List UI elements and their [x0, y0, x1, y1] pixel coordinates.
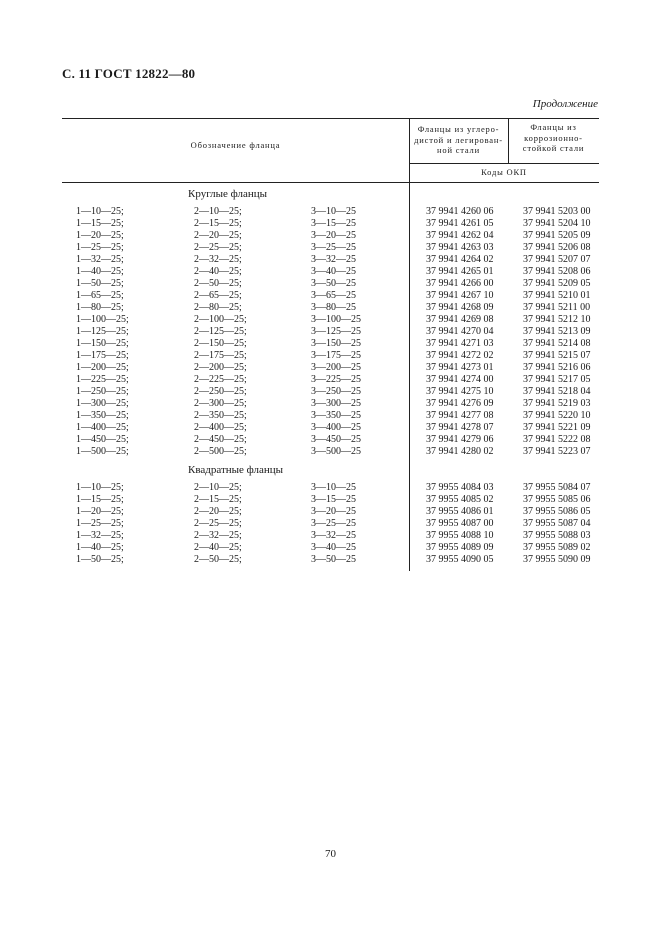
- cell-okp1: 37 9941 4279 06: [426, 434, 494, 445]
- cell-d1: 1—125—25;: [76, 326, 129, 337]
- cell-d2: 2—100—25;: [194, 314, 247, 325]
- col-stainless-header: [508, 122, 599, 154]
- cell-okp1: 37 9941 4267 10: [426, 290, 494, 301]
- table-row: [62, 446, 599, 458]
- cell-d2: 2—65—25;: [194, 290, 242, 301]
- cell-d2: 2—15—25;: [194, 218, 242, 229]
- table-row: [62, 362, 599, 374]
- cell-d3: 3—400—25: [311, 422, 361, 433]
- table-row: [62, 482, 599, 494]
- cell-okp1: 37 9941 4277 08: [426, 410, 494, 421]
- cell-d2: 2—175—25;: [194, 350, 247, 361]
- cell-d1: 1—20—25;: [76, 230, 124, 241]
- col-carbon-line-3: ной стали: [437, 145, 480, 155]
- table-row: [62, 314, 599, 326]
- cell-okp2: 37 9941 5219 03: [523, 398, 591, 409]
- cell-okp2: 37 9955 5090 09: [523, 554, 591, 565]
- cell-okp2: 37 9941 5218 04: [523, 386, 591, 397]
- cell-d3: 3—175—25: [311, 350, 361, 361]
- page-header: С. 11 ГОСТ 12822—80: [62, 66, 196, 81]
- cell-d2: 2—10—25;: [194, 206, 242, 217]
- cell-okp2: 37 9941 5211 00: [523, 302, 591, 313]
- cell-d1: 1—250—25;: [76, 386, 129, 397]
- cell-okp1: 37 9941 4265 01: [426, 266, 494, 277]
- cell-d1: 1—10—25;: [76, 482, 124, 493]
- cell-okp2: 37 9941 5215 07: [523, 350, 591, 361]
- cell-d3: 3—40—25: [311, 266, 356, 277]
- cell-d3: 3—125—25: [311, 326, 361, 337]
- cell-d3: 3—80—25: [311, 302, 356, 313]
- cell-d3: 3—450—25: [311, 434, 361, 445]
- cell-d2: 2—350—25;: [194, 410, 247, 421]
- cell-d1: 1—300—25;: [76, 398, 129, 409]
- cell-d1: 1—25—25;: [76, 242, 124, 253]
- cell-d2: 2—150—25;: [194, 338, 247, 349]
- cell-okp1: 37 9941 4276 09: [426, 398, 494, 409]
- cell-d2: 2—20—25;: [194, 230, 242, 241]
- cell-okp2: 37 9955 5085 06: [523, 494, 591, 505]
- cell-okp2: 37 9941 5203 00: [523, 206, 591, 217]
- table-row: [62, 518, 599, 530]
- cell-d3: 3—20—25: [311, 506, 356, 517]
- table-row: [62, 506, 599, 518]
- col-stainless-line-1: Фланцы из: [530, 122, 577, 132]
- cell-okp2: 37 9941 5222 08: [523, 434, 591, 445]
- cell-okp1: 37 9955 4084 03: [426, 482, 494, 493]
- cell-okp1: 37 9955 4089 09: [426, 542, 494, 553]
- cell-okp1: 37 9941 4261 05: [426, 218, 494, 229]
- cell-d2: 2—50—25;: [194, 278, 242, 289]
- cell-okp1: 37 9941 4271 03: [426, 338, 494, 349]
- table-row: [62, 218, 599, 230]
- cell-okp2: 37 9941 5213 09: [523, 326, 591, 337]
- cell-okp2: 37 9941 5207 07: [523, 254, 591, 265]
- cell-d3: 3—10—25: [311, 482, 356, 493]
- cell-d3: 3—40—25: [311, 542, 356, 553]
- cell-d3: 3—65—25: [311, 290, 356, 301]
- cell-okp2: 37 9955 5089 02: [523, 542, 591, 553]
- cell-okp1: 37 9941 4263 03: [426, 242, 494, 253]
- cell-d3: 3—50—25: [311, 554, 356, 565]
- cell-okp2: 37 9955 5088 03: [523, 530, 591, 541]
- cell-d2: 2—25—25;: [194, 518, 242, 529]
- cell-d1: 1—25—25;: [76, 518, 124, 529]
- cell-d3: 3—100—25: [311, 314, 361, 325]
- cell-d1: 1—150—25;: [76, 338, 129, 349]
- cell-d1: 1—32—25;: [76, 530, 124, 541]
- cell-d3: 3—15—25: [311, 218, 356, 229]
- cell-d2: 2—300—25;: [194, 398, 247, 409]
- cell-okp2: 37 9955 5087 04: [523, 518, 591, 529]
- cell-okp1: 37 9941 4260 06: [426, 206, 494, 217]
- cell-d2: 2—32—25;: [194, 530, 242, 541]
- cell-d1: 1—500—25;: [76, 446, 129, 457]
- table-top-rule: [62, 118, 599, 119]
- table-row: [62, 242, 599, 254]
- table-row: [62, 326, 599, 338]
- cell-okp2: 37 9941 5210 01: [523, 290, 591, 301]
- cell-d1: 1—20—25;: [76, 506, 124, 517]
- cell-d3: 3—350—25: [311, 410, 361, 421]
- cell-okp1: 37 9941 4275 10: [426, 386, 494, 397]
- cell-d1: 1—400—25;: [76, 422, 129, 433]
- cell-d2: 2—25—25;: [194, 242, 242, 253]
- cell-d3: 3—150—25: [311, 338, 361, 349]
- col-stainless-line-2: коррозионно-: [524, 132, 583, 143]
- table-row: [62, 266, 599, 278]
- cell-d3: 3—15—25: [311, 494, 356, 505]
- page-number: 70: [325, 848, 336, 860]
- cell-d1: 1—80—25;: [76, 302, 124, 313]
- cell-okp2: 37 9941 5204 10: [523, 218, 591, 229]
- cell-okp1: 37 9955 4090 05: [426, 554, 494, 565]
- cell-d3: 3—300—25: [311, 398, 361, 409]
- header-sub-rule: [409, 163, 599, 164]
- col-carbon-line-1: Фланцы из углеро-: [417, 124, 500, 134]
- table-row: [62, 398, 599, 410]
- cell-d2: 2—250—25;: [194, 386, 247, 397]
- col-designation-header: Обозначение фланца: [190, 140, 281, 150]
- cell-d2: 2—20—25;: [194, 506, 242, 517]
- cell-d3: 3—250—25: [311, 386, 361, 397]
- table-row: [62, 278, 599, 290]
- cell-okp1: 37 9955 4085 02: [426, 494, 494, 505]
- cell-d2: 2—40—25;: [194, 266, 242, 277]
- cell-d1: 1—225—25;: [76, 374, 129, 385]
- cell-okp1: 37 9941 4278 07: [426, 422, 494, 433]
- cell-okp1: 37 9955 4087 00: [426, 518, 494, 529]
- cell-okp1: 37 9941 4266 00: [426, 278, 494, 289]
- cell-d1: 1—175—25;: [76, 350, 129, 361]
- cell-d1: 1—350—25;: [76, 410, 129, 421]
- cell-d2: 2—80—25;: [194, 302, 242, 313]
- table-row: [62, 206, 599, 218]
- cell-d1: 1—65—25;: [76, 290, 124, 301]
- cell-d1: 1—200—25;: [76, 362, 129, 373]
- cell-okp2: 37 9941 5205 09: [523, 230, 591, 241]
- cell-d2: 2—50—25;: [194, 554, 242, 565]
- cell-okp1: 37 9941 4268 09: [426, 302, 494, 313]
- table-row: [62, 230, 599, 242]
- cell-d1: 1—15—25;: [76, 218, 124, 229]
- cell-okp2: 37 9941 5214 08: [523, 338, 591, 349]
- cell-okp1: 37 9941 4273 01: [426, 362, 494, 373]
- cell-okp1: 37 9941 4280 02: [426, 446, 494, 457]
- cell-okp2: 37 9955 5086 05: [523, 506, 591, 517]
- cell-okp2: 37 9941 5220 10: [523, 410, 591, 421]
- cell-okp2: 37 9941 5223 07: [523, 446, 591, 457]
- cell-d2: 2—500—25;: [194, 446, 247, 457]
- cell-d3: 3—225—25: [311, 374, 361, 385]
- table-row: [62, 254, 599, 266]
- table-row: [62, 494, 599, 506]
- table-row: [62, 530, 599, 542]
- cell-okp2: 37 9955 5084 07: [523, 482, 591, 493]
- cell-okp2: 37 9941 5217 05: [523, 374, 591, 385]
- cell-d3: 3—50—25: [311, 278, 356, 289]
- table-row: [62, 542, 599, 554]
- cell-okp2: 37 9941 5206 08: [523, 242, 591, 253]
- cell-okp2: 37 9941 5208 06: [523, 266, 591, 277]
- col-carbon-line-2: дистой и легирован-: [414, 134, 503, 145]
- cell-d3: 3—200—25: [311, 362, 361, 373]
- codes-okp-header: Коды ОКП: [481, 167, 527, 177]
- cell-d2: 2—10—25;: [194, 482, 242, 493]
- table-row: [62, 422, 599, 434]
- cell-okp1: 37 9941 4272 02: [426, 350, 494, 361]
- cell-d2: 2—400—25;: [194, 422, 247, 433]
- section-title-square: Квадратные фланцы: [188, 464, 284, 476]
- cell-d1: 1—10—25;: [76, 206, 124, 217]
- table-row: [62, 302, 599, 314]
- header-bottom-rule: [62, 182, 599, 183]
- cell-d3: 3—10—25: [311, 206, 356, 217]
- cell-d1: 1—40—25;: [76, 542, 124, 553]
- cell-d1: 1—450—25;: [76, 434, 129, 445]
- cell-okp2: 37 9941 5221 09: [523, 422, 591, 433]
- cell-okp1: 37 9941 4262 04: [426, 230, 494, 241]
- cell-d2: 2—40—25;: [194, 542, 242, 553]
- cell-d1: 1—100—25;: [76, 314, 129, 325]
- continuation-label: Продолжение: [532, 98, 598, 110]
- cell-okp1: 37 9941 4270 04: [426, 326, 494, 337]
- table-row: [62, 554, 599, 566]
- cell-okp2: 37 9941 5216 06: [523, 362, 591, 373]
- table-row: [62, 350, 599, 362]
- cell-d2: 2—200—25;: [194, 362, 247, 373]
- table-row: [62, 434, 599, 446]
- cell-okp1: 37 9941 4264 02: [426, 254, 494, 265]
- cell-d2: 2—125—25;: [194, 326, 247, 337]
- cell-d3: 3—32—25: [311, 254, 356, 265]
- cell-d3: 3—20—25: [311, 230, 356, 241]
- cell-d3: 3—25—25: [311, 242, 356, 253]
- table-row: [62, 374, 599, 386]
- col-stainless-line-3: стойкой стали: [522, 143, 585, 153]
- cell-d3: 3—500—25: [311, 446, 361, 457]
- cell-okp2: 37 9941 5212 10: [523, 314, 591, 325]
- cell-d1: 1—40—25;: [76, 266, 124, 277]
- cell-d3: 3—32—25: [311, 530, 356, 541]
- cell-d3: 3—25—25: [311, 518, 356, 529]
- cell-d2: 2—15—25;: [194, 494, 242, 505]
- section-title-round: Круглые фланцы: [188, 188, 268, 200]
- table-row: [62, 386, 599, 398]
- table-row: [62, 290, 599, 302]
- cell-d1: 1—15—25;: [76, 494, 124, 505]
- cell-d2: 2—32—25;: [194, 254, 242, 265]
- cell-d1: 1—50—25;: [76, 278, 124, 289]
- cell-okp1: 37 9941 4274 00: [426, 374, 494, 385]
- cell-d2: 2—450—25;: [194, 434, 247, 445]
- cell-okp1: 37 9941 4269 08: [426, 314, 494, 325]
- cell-d1: 1—50—25;: [76, 554, 124, 565]
- cell-d2: 2—225—25;: [194, 374, 247, 385]
- table-row: [62, 410, 599, 422]
- cell-okp1: 37 9955 4088 10: [426, 530, 494, 541]
- cell-okp1: 37 9955 4086 01: [426, 506, 494, 517]
- table-row: [62, 338, 599, 350]
- cell-d1: 1—32—25;: [76, 254, 124, 265]
- cell-okp2: 37 9941 5209 05: [523, 278, 591, 289]
- col-carbon-header: [409, 124, 508, 156]
